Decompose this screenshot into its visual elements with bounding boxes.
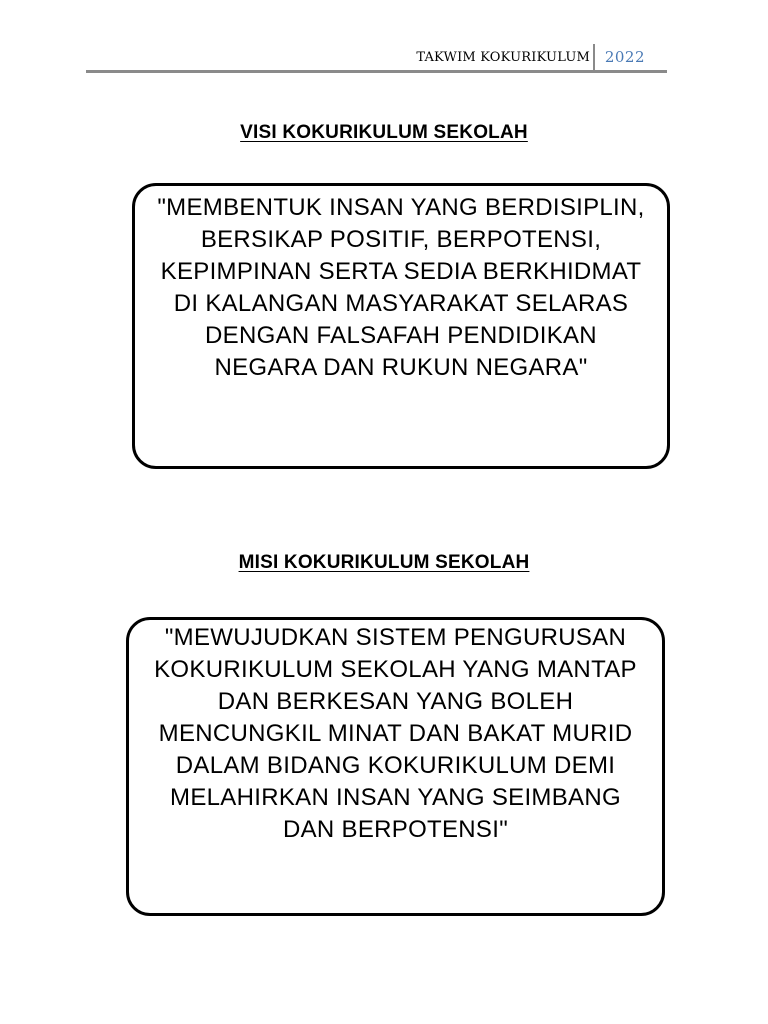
visi-line: KEPIMPINAN SERTA SEDIA BERKHIDMAT <box>160 258 642 285</box>
visi-statement <box>135 192 667 384</box>
page-header <box>86 42 667 73</box>
visi-line: "MEMBENTUK INSAN YANG BERDISIPLIN, <box>157 194 645 221</box>
misi-line: DAN BERKESAN YANG BOLEH <box>217 688 574 715</box>
header-rule <box>86 70 667 73</box>
visi-line: NEGARA DAN RUKUN NEGARA" <box>214 354 588 381</box>
misi-line: KOKURIKULUM SEKOLAH YANG MANTAP <box>154 656 637 683</box>
misi-line: MENCUNGKIL MINAT DAN BAKAT MURID <box>158 720 633 747</box>
misi-line: "MEWUJUDKAN SISTEM PENGURUSAN <box>164 624 627 651</box>
misi-statement <box>129 622 662 846</box>
misi-line: DALAM BIDANG KOKURIKULUM DEMI <box>175 752 616 779</box>
visi-line: DI KALANGAN MASYARAKAT SELARAS <box>173 290 629 317</box>
visi-line: BERSIKAP POSITIF, BERPOTENSI, <box>200 226 602 253</box>
header-year: 2022 <box>604 48 645 66</box>
header-separator <box>593 44 595 72</box>
misi-line: DAN BERPOTENSI" <box>282 816 509 843</box>
visi-heading: VISI KOKURIKULUM SEKOLAH <box>240 122 528 143</box>
misi-box <box>126 617 665 916</box>
visi-box <box>132 183 670 469</box>
misi-line: MELAHIRKAN INSAN YANG SEIMBANG <box>170 784 621 811</box>
header-title: TAKWIM KOKURIKULUM <box>416 50 590 65</box>
misi-heading: MISI KOKURIKULUM SEKOLAH <box>238 552 530 573</box>
visi-line: DENGAN FALSAFAH PENDIDIKAN <box>205 322 597 349</box>
